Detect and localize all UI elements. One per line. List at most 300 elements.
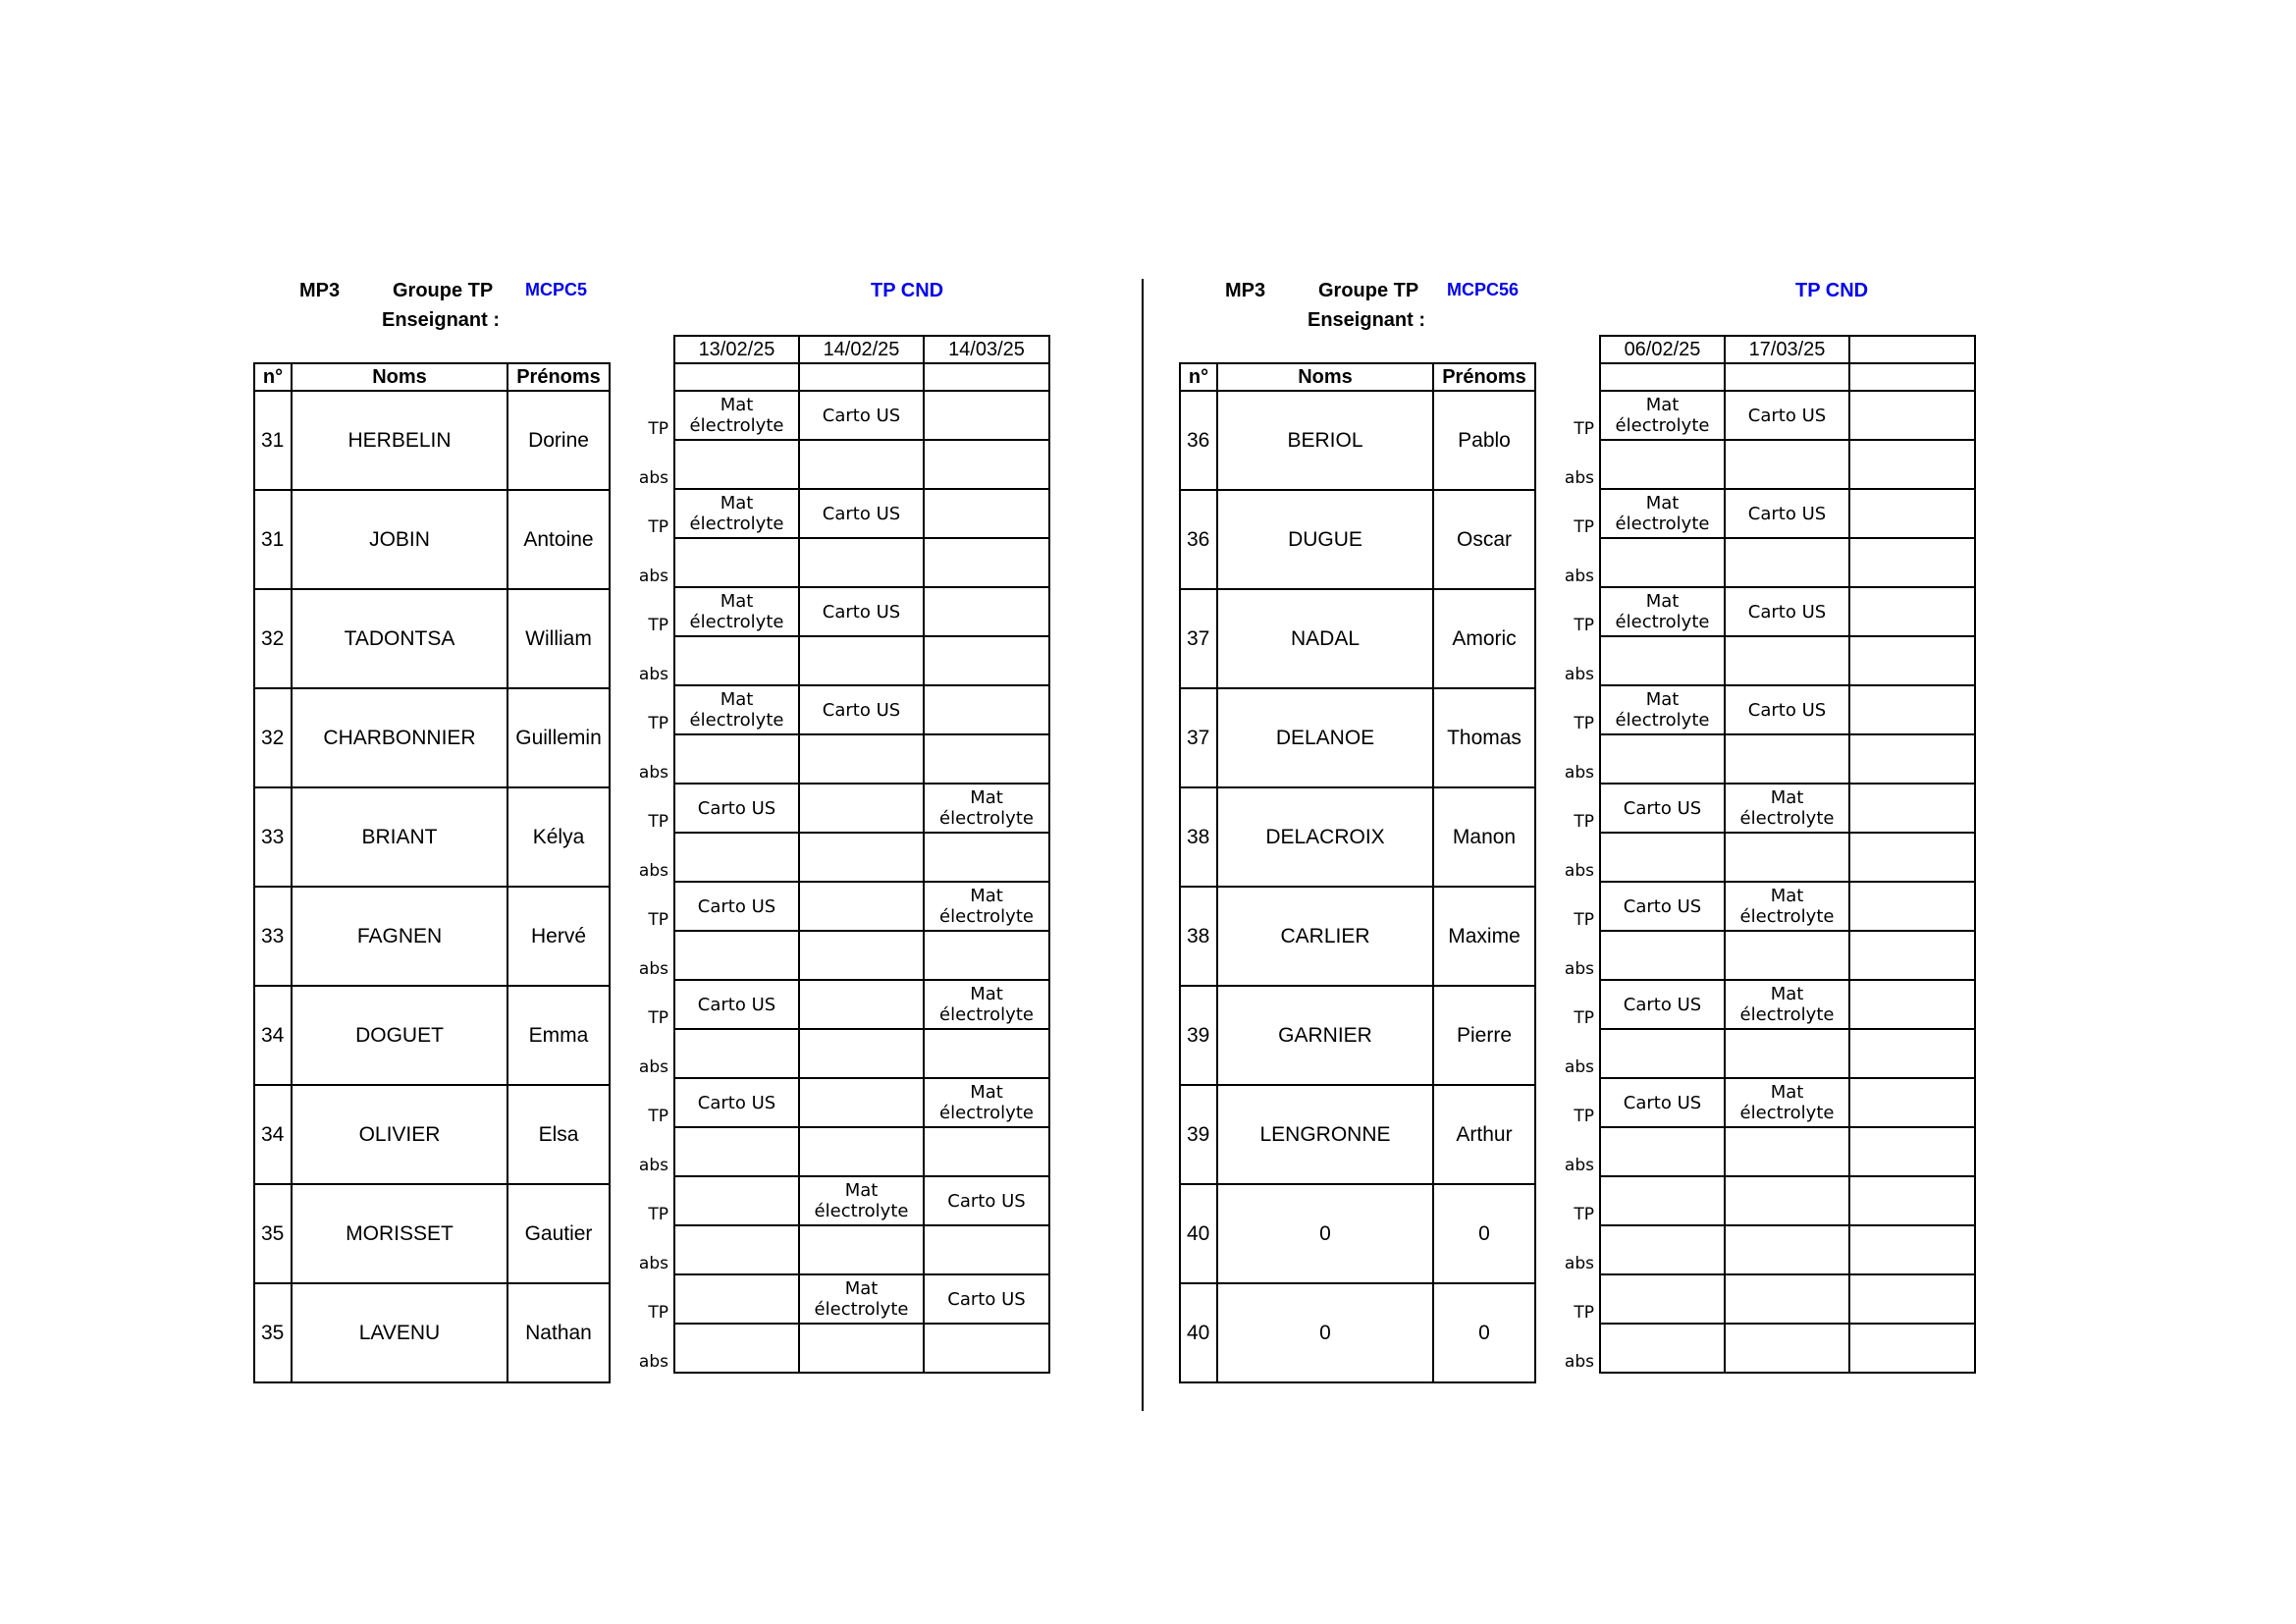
dates-row [1561,336,1975,363]
title-left: TP CND [871,280,944,301]
tp-cell [1849,1176,1975,1225]
student-first-name: Thomas [1433,688,1535,787]
abs-row-label: abs [1564,861,1594,881]
student-number: 37 [1180,688,1217,787]
abs-cell [1725,1225,1849,1274]
student-last-name: BERIOL [1217,391,1433,490]
abs-cell [1725,1029,1849,1078]
abs-row-label: abs [638,1057,668,1077]
tp-row-label: TP [648,1008,668,1028]
student-first-name: Hervé [507,887,610,986]
class-label-right: MP3 [1225,280,1266,301]
abs-cell [1600,1225,1725,1274]
student-first-name: Pierre [1433,986,1535,1085]
student-first-name: William [507,589,610,688]
abs-row [635,833,1049,882]
tp-row-label: TP [1574,1303,1594,1323]
abs-cell [1725,1127,1849,1176]
student-row [254,1085,610,1184]
tp-row-label: TP [1574,1205,1594,1224]
tp-cell: Carto US [1600,882,1725,931]
title-right: TP CND [1795,280,1869,301]
date-cell: 14/03/25 [924,336,1049,363]
abs-cell [1849,734,1975,784]
abs-cell [1725,734,1849,784]
abs-cell [1725,636,1849,685]
student-last-name: FAGNEN [292,887,507,986]
tp-row [1561,1078,1975,1127]
abs-cell [1849,636,1975,685]
center-divider [1142,279,1144,1411]
student-last-name: LAVENU [292,1283,507,1382]
student-last-name: DUGUE [1217,490,1433,589]
abs-row [1561,734,1975,784]
student-first-name: Arthur [1433,1085,1535,1184]
tp-cell: Mat électrolyte [799,1176,924,1225]
abs-row-label: abs [1564,1156,1594,1175]
student-first-name: Gautier [507,1184,610,1283]
abs-cell [1725,833,1849,882]
abs-cell [799,440,924,489]
tp-cell [924,391,1049,440]
abs-cell [1849,538,1975,587]
student-row [1180,787,1535,887]
student-row [254,787,610,887]
tp-cell: Carto US [924,1274,1049,1324]
date-cell: 17/03/25 [1725,336,1849,363]
student-last-name: CHARBONNIER [292,688,507,787]
teacher-label-right: Enseignant : [1308,309,1426,331]
student-number: 32 [254,589,292,688]
abs-row [1561,931,1975,980]
abs-row-label: abs [1564,763,1594,783]
students-table-right [1179,362,1536,1383]
abs-row-label: abs [638,1352,668,1372]
abs-cell [674,440,799,489]
tp-cell: Carto US [1725,685,1849,734]
abs-row [1561,538,1975,587]
abs-row [635,1324,1049,1373]
student-first-name: Antoine [507,490,610,589]
abs-cell [674,1225,799,1274]
students-table-left [253,362,611,1383]
class-label-left: MP3 [299,280,341,301]
tp-cell: Carto US [924,1176,1049,1225]
tp-cell [1849,489,1975,538]
abs-cell [799,538,924,587]
abs-cell [799,1324,924,1373]
student-last-name: MORISSET [292,1184,507,1283]
student-first-name: Nathan [507,1283,610,1382]
tp-row-label: TP [648,910,668,930]
abs-cell [1725,538,1849,587]
tp-cell [924,685,1049,734]
abs-cell [674,833,799,882]
date-cell: 13/02/25 [674,336,799,363]
tp-row-label: TP [1574,910,1594,930]
abs-cell [674,1127,799,1176]
student-row [1180,688,1535,787]
abs-cell [1600,440,1725,489]
student-number: 33 [254,887,292,986]
student-first-name: Amoric [1433,589,1535,688]
tp-cell: Carto US [674,1078,799,1127]
tp-cell [924,587,1049,636]
abs-cell [924,440,1049,489]
group-label-right: Groupe TP [1318,280,1419,301]
tp-cell: Carto US [674,980,799,1029]
student-last-name: GARNIER [1217,986,1433,1085]
student-number: 37 [1180,589,1217,688]
student-row [1180,490,1535,589]
student-row [1180,1283,1535,1382]
student-last-name: DELANOE [1217,688,1433,787]
abs-cell [924,636,1049,685]
tp-row [1561,587,1975,636]
tp-cell [799,784,924,833]
abs-cell [924,1225,1049,1274]
tp-cell: Carto US [1600,1078,1725,1127]
tp-row-label: TP [648,1303,668,1323]
tp-cell [1849,784,1975,833]
abs-cell [1849,931,1975,980]
abs-row [635,1127,1049,1176]
abs-cell [799,636,924,685]
blank-row [635,363,1049,391]
col-header-last-name: Noms [292,363,507,391]
tp-row-label: TP [1574,1107,1594,1126]
abs-row [635,734,1049,784]
abs-cell [924,1324,1049,1373]
tp-cell: Mat électrolyte [1600,587,1725,636]
tp-row-label: TP [648,1205,668,1224]
tp-row-label: TP [1574,714,1594,733]
abs-cell [1849,1029,1975,1078]
abs-row-label: abs [1564,1352,1594,1372]
tp-row [635,587,1049,636]
abs-cell [924,1029,1049,1078]
tp-cell [924,489,1049,538]
student-last-name: NADAL [1217,589,1433,688]
abs-row-label: abs [1564,468,1594,488]
student-row [1180,1085,1535,1184]
tp-cell: Mat électrolyte [924,882,1049,931]
student-last-name: JOBIN [292,490,507,589]
abs-row-label: abs [1564,567,1594,586]
tp-cell: Mat électrolyte [1600,685,1725,734]
tp-cell: Carto US [1725,587,1849,636]
abs-cell [1849,1324,1975,1373]
tp-row [635,685,1049,734]
abs-row-label: abs [1564,1254,1594,1273]
tp-cell: Carto US [799,685,924,734]
tp-row [635,784,1049,833]
tp-row [635,489,1049,538]
abs-cell [674,1324,799,1373]
col-header-first-name: Prénoms [507,363,610,391]
abs-row [1561,636,1975,685]
abs-cell [674,636,799,685]
student-first-name: Dorine [507,391,610,490]
abs-row-label: abs [638,665,668,684]
student-last-name: CARLIER [1217,887,1433,986]
blank-row [1561,363,1975,391]
abs-cell [1600,1029,1725,1078]
abs-row [635,931,1049,980]
student-row [1180,391,1535,490]
abs-cell [674,538,799,587]
tp-row [635,1176,1049,1225]
tp-cell [1600,1274,1725,1324]
dates-row [635,336,1049,363]
abs-cell [1600,1127,1725,1176]
tp-row-label: TP [648,517,668,537]
abs-row-label: abs [638,763,668,783]
student-number: 40 [1180,1184,1217,1283]
abs-row [635,636,1049,685]
abs-row-label: abs [638,468,668,488]
student-row [1180,1184,1535,1283]
student-last-name: TADONTSA [292,589,507,688]
abs-cell [1600,1324,1725,1373]
student-number: 33 [254,787,292,887]
student-number: 39 [1180,1085,1217,1184]
col-header-first-name: Prénoms [1433,363,1535,391]
students-header-row [254,363,610,391]
tp-cell: Mat électrolyte [924,980,1049,1029]
student-number: 38 [1180,887,1217,986]
tp-row [635,1078,1049,1127]
tp-cell [674,1176,799,1225]
tp-cell: Carto US [674,882,799,931]
student-number: 38 [1180,787,1217,887]
col-header-last-name: Noms [1217,363,1433,391]
group-code-left: MCPC5 [525,280,588,299]
tp-cell [1849,1078,1975,1127]
sessions-table-left [635,335,1050,1374]
student-row [254,887,610,986]
tp-row-label: TP [648,616,668,635]
tp-cell: Carto US [1725,391,1849,440]
student-last-name: BRIANT [292,787,507,887]
tp-cell: Mat électrolyte [674,685,799,734]
tp-row [635,980,1049,1029]
student-first-name: Kélya [507,787,610,887]
tp-cell [1600,1176,1725,1225]
abs-cell [674,1029,799,1078]
student-last-name: DOGUET [292,986,507,1085]
group-code-right: MCPC56 [1447,280,1520,299]
tp-cell [674,1274,799,1324]
tp-cell [1849,587,1975,636]
student-number: 31 [254,490,292,589]
abs-cell [924,734,1049,784]
abs-cell [924,538,1049,587]
tp-cell: Carto US [799,391,924,440]
tp-row-label: TP [648,419,668,439]
tp-row-label: TP [1574,517,1594,537]
abs-cell [1849,1225,1975,1274]
abs-row [1561,833,1975,882]
tp-row-label: TP [1574,812,1594,832]
abs-row [1561,1127,1975,1176]
tp-cell: Mat électrolyte [1600,391,1725,440]
student-last-name: DELACROIX [1217,787,1433,887]
group-label-left: Groupe TP [393,280,494,301]
student-first-name: Oscar [1433,490,1535,589]
tp-row [1561,391,1975,440]
abs-cell [1600,636,1725,685]
tp-row [635,1274,1049,1324]
col-header-num: n° [1180,363,1217,391]
tp-row-label: TP [1574,419,1594,439]
abs-cell [1849,440,1975,489]
student-first-name: Guillemin [507,688,610,787]
student-row [1180,887,1535,986]
abs-cell [799,734,924,784]
tp-cell [799,882,924,931]
student-row [254,986,610,1085]
tp-cell: Mat électrolyte [1600,489,1725,538]
student-last-name: 0 [1217,1184,1433,1283]
tp-row [1561,882,1975,931]
abs-row [1561,1324,1975,1373]
student-first-name: 0 [1433,1283,1535,1382]
tp-cell [1725,1176,1849,1225]
abs-cell [799,1029,924,1078]
tp-cell: Carto US [799,489,924,538]
student-number: 34 [254,986,292,1085]
tp-cell [1725,1274,1849,1324]
student-row [1180,986,1535,1085]
teacher-label-left: Enseignant : [382,309,501,331]
tp-cell: Mat électrolyte [1725,1078,1849,1127]
tp-row-label: TP [1574,616,1594,635]
tp-cell: Mat électrolyte [799,1274,924,1324]
abs-cell [799,833,924,882]
student-first-name: Pablo [1433,391,1535,490]
abs-cell [1725,1324,1849,1373]
date-cell: 06/02/25 [1600,336,1725,363]
abs-row [635,1029,1049,1078]
tp-row-label: TP [648,812,668,832]
abs-row-label: abs [638,861,668,881]
tp-cell: Mat électrolyte [674,587,799,636]
student-number: 36 [1180,490,1217,589]
abs-cell [1600,734,1725,784]
abs-cell [1600,931,1725,980]
abs-cell [1600,833,1725,882]
tp-cell: Mat électrolyte [1725,882,1849,931]
tp-cell: Mat électrolyte [674,489,799,538]
student-first-name: 0 [1433,1184,1535,1283]
tp-cell: Mat électrolyte [924,1078,1049,1127]
tp-cell [1849,1274,1975,1324]
abs-row [1561,1029,1975,1078]
students-header-row [1180,363,1535,391]
student-row [254,490,610,589]
sessions-table-right [1561,335,1976,1374]
student-first-name: Maxime [1433,887,1535,986]
tp-row [1561,1274,1975,1324]
student-last-name: OLIVIER [292,1085,507,1184]
tp-row-label: TP [648,1107,668,1126]
tp-cell [1849,980,1975,1029]
student-row [254,1283,610,1382]
student-number: 31 [254,391,292,490]
tp-row [635,882,1049,931]
abs-row-label: abs [638,1156,668,1175]
student-first-name: Elsa [507,1085,610,1184]
student-first-name: Manon [1433,787,1535,887]
tp-row [1561,489,1975,538]
student-row [254,688,610,787]
abs-cell [1849,1127,1975,1176]
student-number: 35 [254,1283,292,1382]
abs-cell [1725,440,1849,489]
abs-cell [674,931,799,980]
tp-cell: Mat électrolyte [1725,784,1849,833]
abs-row-label: abs [1564,1057,1594,1077]
abs-row-label: abs [638,959,668,979]
student-row [254,1184,610,1283]
abs-cell [1725,931,1849,980]
student-row [1180,589,1535,688]
tp-row-label: TP [648,714,668,733]
tp-cell: Carto US [799,587,924,636]
student-number: 34 [254,1085,292,1184]
tp-row [1561,784,1975,833]
date-cell: 14/02/25 [799,336,924,363]
abs-cell [1849,833,1975,882]
tp-cell [1849,882,1975,931]
student-first-name: Emma [507,986,610,1085]
student-last-name: 0 [1217,1283,1433,1382]
col-header-num: n° [254,363,292,391]
tp-cell: Mat électrolyte [924,784,1049,833]
abs-cell [799,1127,924,1176]
student-last-name: LENGRONNE [1217,1085,1433,1184]
tp-cell: Carto US [1600,980,1725,1029]
student-number: 40 [1180,1283,1217,1382]
abs-row-label: abs [1564,665,1594,684]
abs-row [635,440,1049,489]
abs-row-label: abs [1564,959,1594,979]
abs-cell [799,931,924,980]
tp-row [1561,685,1975,734]
abs-cell [924,931,1049,980]
student-row [254,589,610,688]
tp-cell: Mat électrolyte [1725,980,1849,1029]
student-last-name: HERBELIN [292,391,507,490]
tp-cell [1849,391,1975,440]
tp-row [1561,1176,1975,1225]
abs-cell [924,1127,1049,1176]
abs-cell [1600,538,1725,587]
tp-cell [1849,685,1975,734]
student-number: 35 [254,1184,292,1283]
tp-row [635,391,1049,440]
student-number: 32 [254,688,292,787]
tp-row [1561,980,1975,1029]
abs-row [1561,440,1975,489]
abs-cell [924,833,1049,882]
student-number: 39 [1180,986,1217,1085]
abs-row-label: abs [638,1254,668,1273]
abs-cell [799,1225,924,1274]
tp-cell: Mat électrolyte [674,391,799,440]
tp-row-label: TP [1574,1008,1594,1028]
